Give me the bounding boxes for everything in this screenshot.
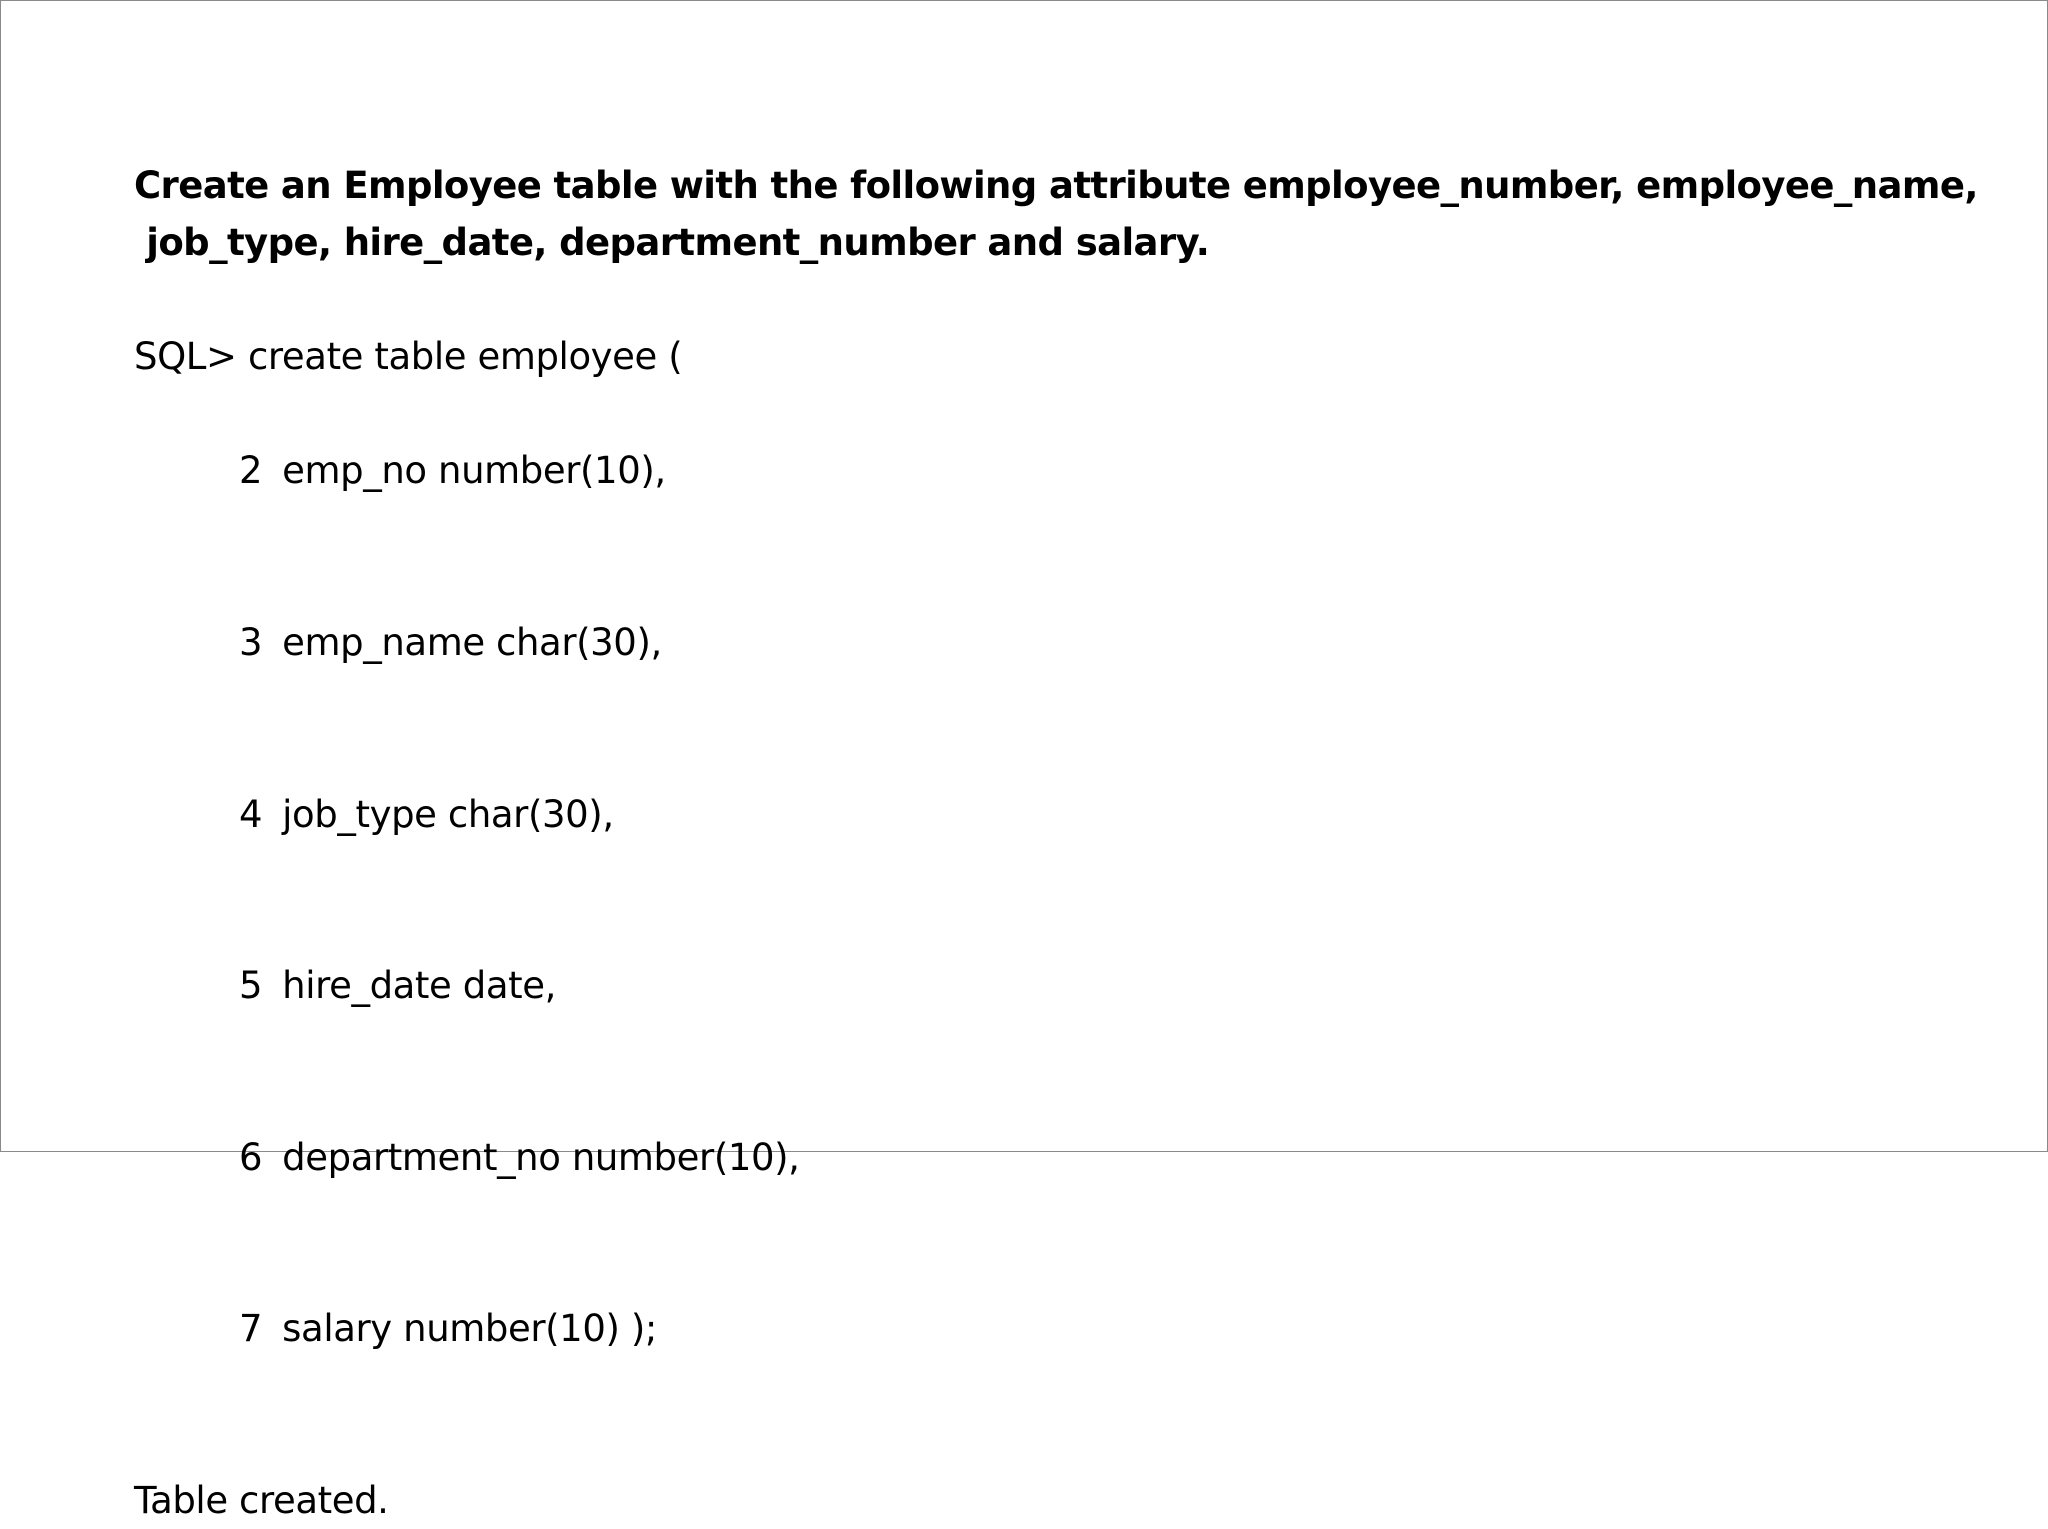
sql-line-number: 2 (239, 449, 263, 493)
sql-line-number: 7 (239, 1307, 263, 1351)
sql-prompt-line: SQL> create table employee ( (134, 335, 683, 378)
spacer (134, 271, 1954, 328)
sql-line (134, 900, 1954, 1072)
sql-line-text: emp_name char(30), (282, 621, 662, 665)
sql-result: Table created. (134, 1478, 389, 1522)
spacer (134, 1415, 1954, 1472)
slide-content (134, 157, 1978, 1529)
heading-line-1: Create an Employee table with the following attribute employee_number, employee_name, (134, 164, 1978, 207)
sql-line (134, 557, 1954, 729)
sql-line-text: emp_no number(10), (282, 449, 666, 493)
heading-line-2: job_type, hire_date, department_number and salary. (134, 221, 1210, 264)
sql-line (134, 385, 1954, 557)
sql-line-text: job_type char(30), (282, 792, 614, 836)
sql-line (134, 1072, 1954, 1244)
sql-line (134, 728, 1954, 900)
sql-line-number: 3 (239, 621, 263, 665)
sql-line-number: 5 (239, 964, 263, 1008)
sql-line-text: department_no number(10), (282, 1135, 800, 1179)
sql-line-number: 6 (239, 1135, 263, 1179)
sql-line-text: salary number(10) ); (282, 1307, 657, 1351)
sql-line-text: hire_date date, (282, 964, 556, 1008)
sql-line-number: 4 (239, 792, 263, 836)
sql-line (134, 1243, 1954, 1415)
